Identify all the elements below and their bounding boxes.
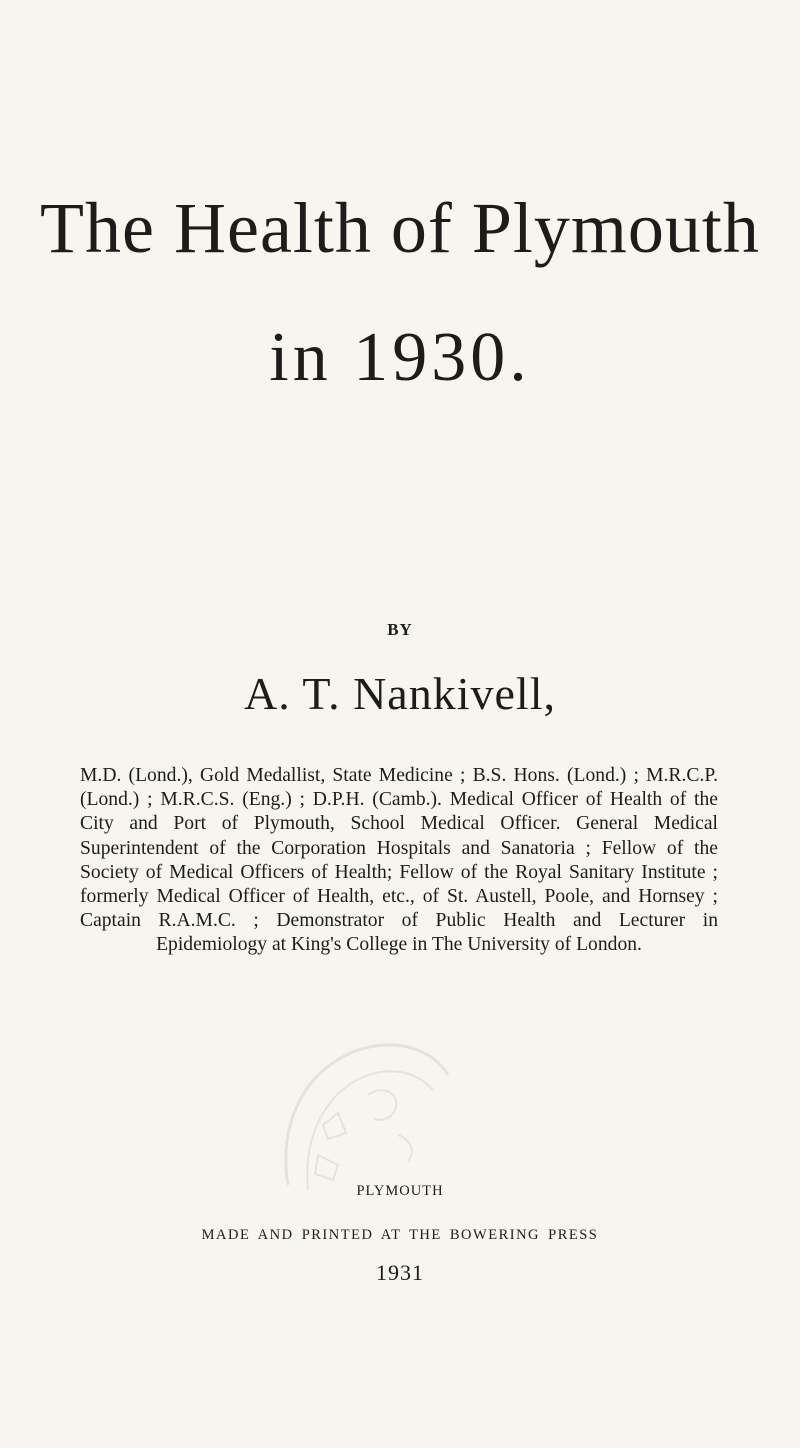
author-name: A. T. Nankivell, xyxy=(244,668,556,719)
by-label: BY xyxy=(387,620,413,639)
imprint-place: PLYMOUTH xyxy=(356,1183,444,1199)
book-year-line: in 1930. xyxy=(269,319,531,396)
author-credentials: M.D. (Lond.), Gold Medallist, State Medicine ; B.S. Hons. (Lond.) ; M.R.C.P. (Lond.) ; M.R.C.S. (Eng.) ; D.P.H. (Camb.). Medical Officer of Health of the City and Port of Plymouth, School Medical Officer. General Medical Superintendent of the Corporation Hospitals and Sanatoria ; Fellow of the Society of Medical Officers of Health; Fellow of the Royal Sanitary Institute ; formerly Medical Officer of Health, etc., of St. Austell, Poole, and Hornsey ; Captain R.A.M.C. ; Demonstrator of Public Health and Lecturer in Epidemiology at King's College in The University of London. xyxy=(80,765,718,956)
imprint-printer: MADE AND PRINTED AT THE BOWERING PRESS xyxy=(201,1227,599,1243)
imprint-year: 1931 xyxy=(376,1260,424,1285)
book-title: The Health of Plymouth xyxy=(40,188,760,268)
